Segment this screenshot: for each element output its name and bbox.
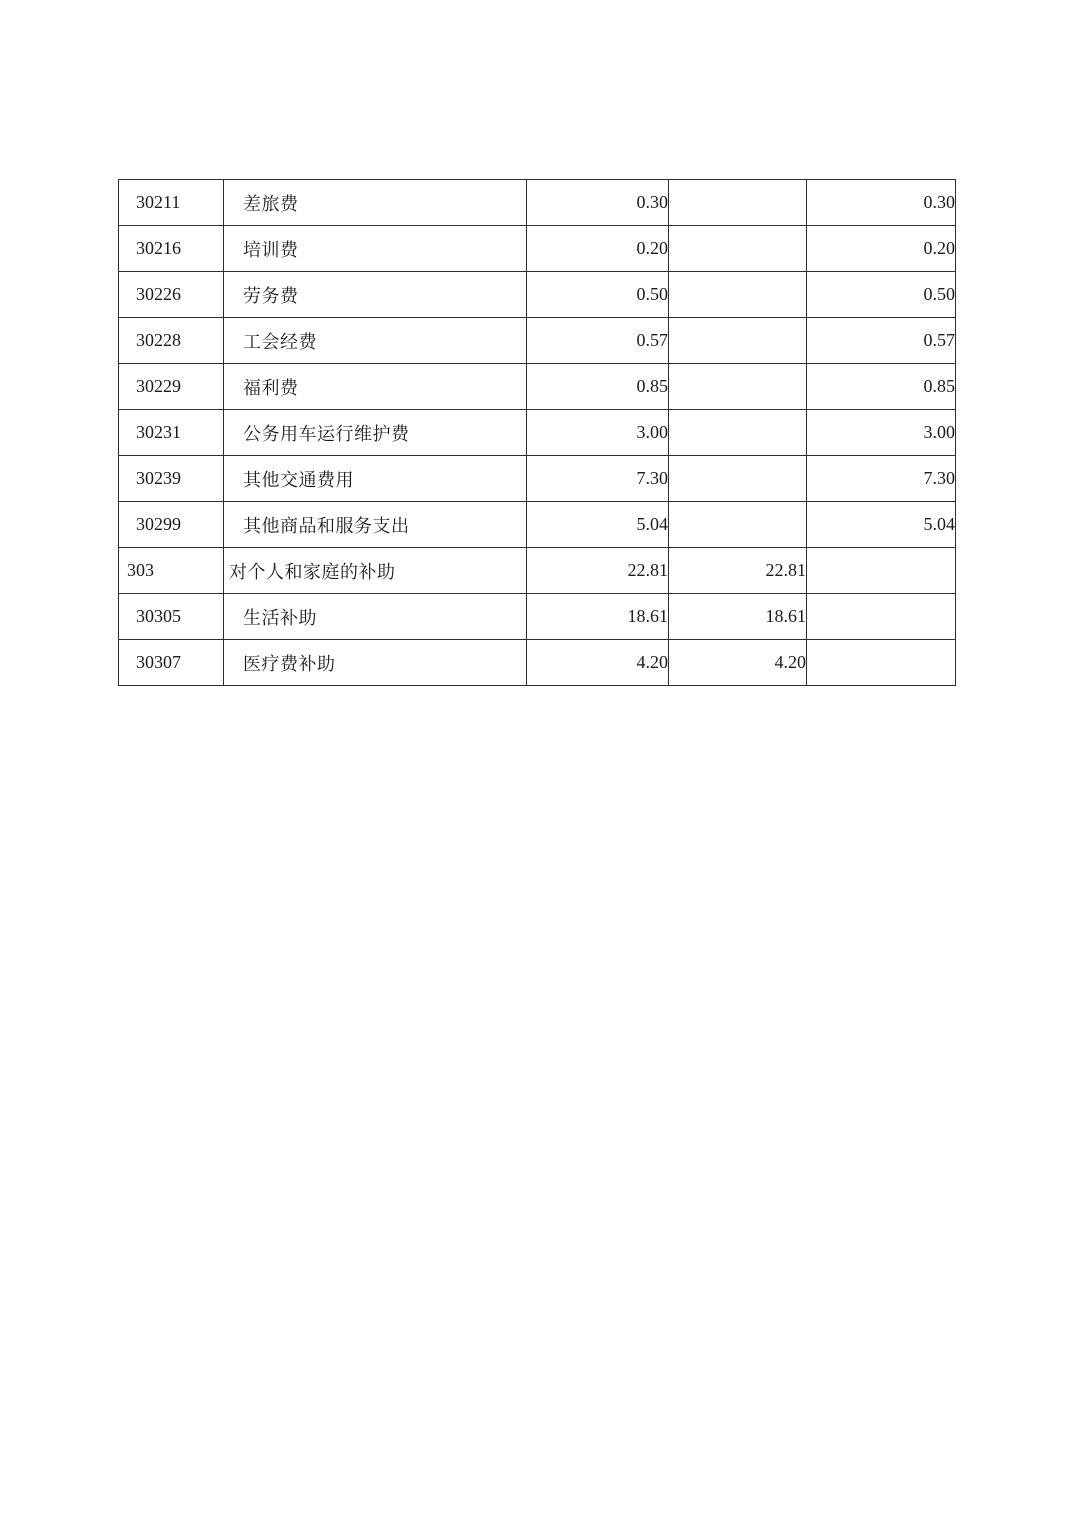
row-value-col3: 0.50 (527, 272, 669, 318)
row-code: 30307 (119, 640, 224, 686)
row-label: 福利费 (224, 364, 527, 410)
row-value-col4 (669, 226, 807, 272)
row-value-col5 (807, 548, 956, 594)
table-row (119, 364, 956, 410)
row-value-col5: 3.00 (807, 410, 956, 456)
row-label: 医疗费补助 (224, 640, 527, 686)
row-value-col5: 5.04 (807, 502, 956, 548)
table-row (119, 226, 956, 272)
budget-table (118, 179, 956, 686)
table-row (119, 502, 956, 548)
row-value-col4 (669, 364, 807, 410)
row-value-col3: 0.30 (527, 180, 669, 226)
row-value-col3: 0.20 (527, 226, 669, 272)
row-label: 工会经费 (224, 318, 527, 364)
row-label: 对个人和家庭的补助 (224, 548, 527, 594)
row-label: 其他交通费用 (224, 456, 527, 502)
row-value-col3: 5.04 (527, 502, 669, 548)
row-code: 30211 (119, 180, 224, 226)
row-value-col3: 22.81 (527, 548, 669, 594)
table-row (119, 456, 956, 502)
table-row (119, 180, 956, 226)
row-value-col4: 4.20 (669, 640, 807, 686)
row-value-col5 (807, 640, 956, 686)
row-label: 其他商品和服务支出 (224, 502, 527, 548)
row-value-col3: 0.57 (527, 318, 669, 364)
row-value-col4 (669, 502, 807, 548)
row-value-col5 (807, 594, 956, 640)
row-value-col5: 7.30 (807, 456, 956, 502)
row-value-col5: 0.50 (807, 272, 956, 318)
table-row (119, 640, 956, 686)
row-label: 劳务费 (224, 272, 527, 318)
row-value-col3: 7.30 (527, 456, 669, 502)
row-value-col3: 18.61 (527, 594, 669, 640)
row-value-col5: 0.20 (807, 226, 956, 272)
table-row (119, 594, 956, 640)
row-value-col3: 3.00 (527, 410, 669, 456)
row-label: 公务用车运行维护费 (224, 410, 527, 456)
row-value-col5: 0.30 (807, 180, 956, 226)
row-value-col4: 18.61 (669, 594, 807, 640)
row-value-col5: 0.57 (807, 318, 956, 364)
table-row (119, 318, 956, 364)
budget-table-body (119, 180, 956, 686)
row-code: 30228 (119, 318, 224, 364)
row-code: 30226 (119, 272, 224, 318)
row-code: 30239 (119, 456, 224, 502)
row-label: 培训费 (224, 226, 527, 272)
row-code: 30216 (119, 226, 224, 272)
table-row (119, 548, 956, 594)
row-code: 30231 (119, 410, 224, 456)
row-value-col5: 0.85 (807, 364, 956, 410)
table-row (119, 410, 956, 456)
row-label: 生活补助 (224, 594, 527, 640)
row-value-col3: 4.20 (527, 640, 669, 686)
row-value-col4 (669, 318, 807, 364)
row-code: 30299 (119, 502, 224, 548)
row-code: 303 (119, 548, 224, 594)
table-row (119, 272, 956, 318)
row-value-col4 (669, 456, 807, 502)
row-value-col4 (669, 272, 807, 318)
row-code: 30305 (119, 594, 224, 640)
row-value-col4 (669, 410, 807, 456)
row-label: 差旅费 (224, 180, 527, 226)
row-value-col4 (669, 180, 807, 226)
row-value-col4: 22.81 (669, 548, 807, 594)
row-code: 30229 (119, 364, 224, 410)
row-value-col3: 0.85 (527, 364, 669, 410)
